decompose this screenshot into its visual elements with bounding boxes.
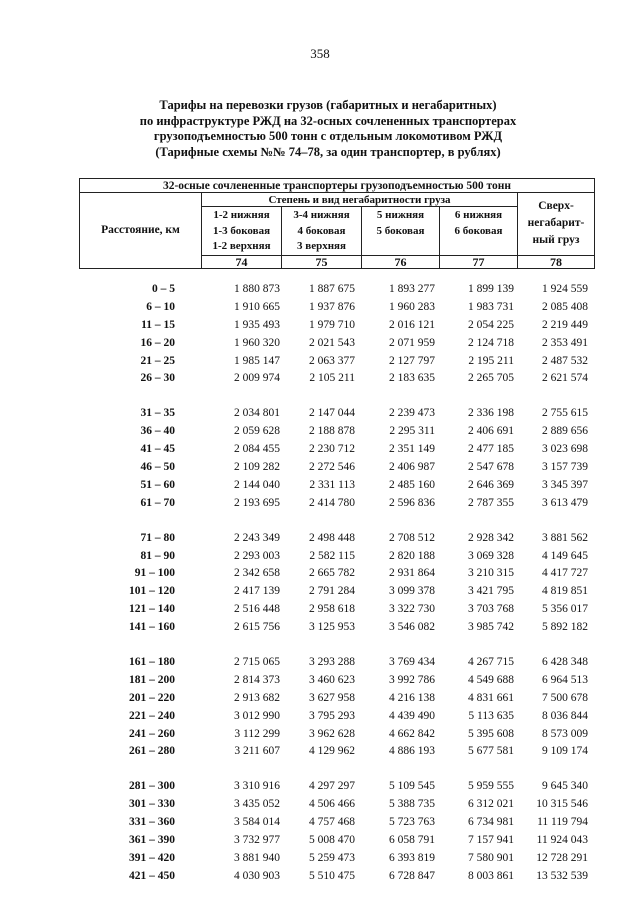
tariff-cell: 2 272 546: [309, 461, 355, 474]
row-group: [0, 780, 640, 887]
page-title: [60, 98, 596, 160]
tariff-cell: 2 239 473: [389, 407, 435, 420]
tariff-cell: 1 899 139: [468, 283, 514, 295]
table-row: [0, 870, 640, 888]
column-header-77: [440, 207, 518, 256]
tariff-cell: 12 728 291: [536, 851, 588, 864]
tariff-cell: 3 584 014: [234, 816, 280, 829]
table-row: [0, 834, 640, 852]
distance-cell: 91 – 100: [134, 567, 175, 580]
tariff-cell: 1 880 873: [234, 283, 280, 295]
tariff-cell: 2 331 113: [309, 478, 355, 491]
table-row: [0, 674, 640, 692]
tariff-cell: 3 421 795: [468, 585, 514, 598]
table-row: [0, 479, 640, 497]
tariff-cell: 2 708 512: [389, 531, 435, 544]
scheme-number: 78: [518, 255, 595, 268]
tariff-cell: 3 962 628: [309, 727, 355, 740]
row-group: [0, 656, 640, 763]
tariff-cell: 3 613 479: [542, 496, 588, 509]
tariff-cell: 2 054 225: [468, 318, 514, 331]
tariff-cell: 3 546 082: [389, 621, 435, 634]
tariff-cell: 4 819 851: [542, 585, 588, 598]
header-line: негабарит-: [527, 217, 585, 230]
tariff-cell: 1 910 665: [234, 300, 280, 313]
tariff-table-header: [79, 178, 595, 269]
tariff-cell: 4 506 466: [309, 798, 355, 811]
tariff-cell: 1 983 731: [468, 300, 514, 313]
tariff-cell: 6 393 819: [389, 851, 435, 864]
oversize-header: [518, 193, 595, 256]
tariff-cell: 2 715 065: [234, 656, 280, 669]
table-row: [0, 532, 640, 550]
tariff-cell: 5 388 735: [389, 798, 435, 811]
tariff-cell: 3 435 052: [234, 798, 280, 811]
distance-cell: 261 – 280: [129, 745, 175, 758]
distance-cell: 141 – 160: [129, 621, 175, 634]
tariff-cell: 3 322 730: [389, 603, 435, 616]
table-row: [0, 816, 640, 834]
tariff-cell: 2 547 678: [468, 461, 514, 474]
tariff-cell: 2 814 373: [234, 673, 280, 686]
tariff-cell: 2 791 284: [309, 585, 355, 598]
tariff-cell: 2 582 115: [309, 549, 355, 562]
distance-cell: 71 – 80: [140, 531, 175, 544]
distance-cell: 221 – 240: [129, 709, 175, 722]
tariff-cell: 3 795 293: [309, 709, 355, 722]
tariff-cell: 5 008 470: [309, 834, 355, 847]
title-line: Тарифы на перевозки грузов (габаритных и негабаритных): [159, 98, 497, 112]
tariff-cell: 2 034 801: [234, 407, 280, 420]
tariff-cell: 2 755 615: [542, 407, 588, 420]
tariff-cell: 2 021 543: [309, 336, 355, 349]
tariff-cell: 2 615 756: [234, 621, 280, 634]
tariff-cell: 2 293 003: [234, 549, 280, 562]
table-row: [0, 852, 640, 870]
tariff-cell: 4 886 193: [389, 745, 435, 758]
tariff-cell: 5 959 555: [468, 780, 514, 793]
table-row: [0, 567, 640, 585]
tariff-cell: 11 119 794: [537, 816, 588, 829]
table-row: [0, 497, 640, 515]
distance-cell: 121 – 140: [129, 603, 175, 616]
tariff-cell: 2 646 369: [468, 478, 514, 491]
tariff-cell: 2 193 695: [234, 496, 280, 509]
distance-cell: 46 – 50: [140, 461, 175, 474]
tariff-cell: 8 003 861: [468, 869, 514, 882]
table-row: [0, 603, 640, 621]
tariff-cell: 4 662 842: [389, 727, 435, 740]
tariff-cell: 1 937 876: [309, 300, 355, 313]
tariff-cell: 2 417 139: [234, 585, 280, 598]
tariff-cell: 5 677 581: [468, 745, 514, 758]
tariff-cell: 4 831 661: [468, 691, 514, 704]
tariff-cell: 2 084 455: [234, 443, 280, 456]
column-header-74: [202, 207, 282, 256]
table-row: [0, 319, 640, 337]
table-row: [0, 621, 640, 639]
tariff-cell: 7 500 678: [542, 691, 588, 704]
tariff-cell: 5 723 763: [389, 816, 435, 829]
distance-cell: 31 – 35: [140, 407, 175, 420]
tariff-cell: 2 498 448: [309, 531, 355, 544]
distance-cell: 391 – 420: [129, 851, 175, 864]
header-line: 5 боковая: [376, 224, 425, 237]
tariff-cell: 3 210 315: [468, 567, 514, 580]
distance-cell: 361 – 390: [129, 834, 175, 847]
tariff-cell: 2 071 959: [389, 336, 435, 349]
row-group: [0, 283, 640, 390]
table-row: [0, 337, 640, 355]
distance-cell: 11 – 15: [141, 318, 175, 331]
tariff-cell: 8 036 844: [542, 709, 588, 722]
row-group: [0, 407, 640, 514]
tariff-cell: 2 230 712: [309, 443, 355, 456]
distance-cell: 201 – 220: [129, 691, 175, 704]
tariff-cell: 1 893 277: [389, 283, 435, 295]
table-row: [0, 798, 640, 816]
table-row: [0, 355, 640, 373]
tariff-cell: 13 532 539: [536, 869, 588, 882]
distance-cell: 331 – 360: [129, 816, 175, 829]
scheme-number: 74: [202, 255, 282, 268]
tariff-cell: 3 881 940: [234, 851, 280, 864]
distance-cell: 51 – 60: [140, 478, 175, 491]
tariff-cell: 2 016 121: [389, 318, 435, 331]
tariff-cell: 2 336 198: [468, 407, 514, 420]
tariff-cell: 3 012 990: [234, 709, 280, 722]
tariff-cell: 1 979 710: [309, 318, 355, 331]
table-row: [0, 283, 640, 301]
distance-cell: 41 – 45: [140, 443, 175, 456]
distance-cell: 61 – 70: [140, 496, 175, 509]
tariff-cell: 3 881 562: [542, 531, 588, 544]
tariff-cell: 3 345 397: [542, 478, 588, 491]
distance-cell: 421 – 450: [129, 869, 175, 882]
tariff-cell: 4 267 715: [468, 656, 514, 669]
scheme-number: 77: [440, 255, 518, 268]
tariff-cell: 2 353 491: [542, 336, 588, 349]
tariff-cell: 2 342 658: [234, 567, 280, 580]
tariff-cell: 2 127 797: [389, 354, 435, 367]
tariff-cell: 3 732 977: [234, 834, 280, 847]
tariff-cell: 3 211 607: [234, 745, 280, 758]
tariff-cell: 9 109 174: [542, 745, 588, 758]
table-row: [0, 585, 640, 603]
tariff-cell: 2 063 377: [309, 354, 355, 367]
tariff-cell: 6 428 348: [542, 656, 588, 669]
tariff-cell: 5 109 545: [389, 780, 435, 793]
page-number: 358: [310, 46, 330, 61]
table-row: [0, 656, 640, 674]
tariff-cell: 3 703 768: [468, 603, 514, 616]
tariff-cell: 3 023 698: [542, 443, 588, 456]
header-line: 3-4 нижняя: [293, 209, 350, 221]
header-line: 4 боковая: [297, 224, 346, 237]
table-row: [0, 461, 640, 479]
table-row: [0, 407, 640, 425]
tariff-cell: 3 293 288: [309, 656, 355, 669]
header-line: 1-2 верхняя: [212, 240, 271, 252]
tariff-cell: 2 351 149: [389, 443, 435, 456]
tariff-cell: 2 147 044: [309, 407, 355, 420]
tariff-cell: 11 924 043: [536, 834, 588, 847]
distance-cell: 36 – 40: [140, 425, 175, 438]
tariff-cell: 2 085 408: [542, 300, 588, 313]
tariff-cell: 3 310 916: [234, 780, 280, 793]
tariff-cell: 2 243 349: [234, 531, 280, 544]
tariff-cell: 3 157 739: [542, 461, 588, 474]
table-row: [0, 692, 640, 710]
tariff-cell: 2 889 656: [542, 425, 588, 438]
header-line: ный груз: [532, 234, 580, 247]
distance-cell: 6 – 10: [146, 300, 175, 313]
table-row: [0, 425, 640, 443]
tariff-cell: 3 460 623: [309, 673, 355, 686]
distance-cell: 161 – 180: [129, 656, 175, 669]
tariff-cell: 2 516 448: [234, 603, 280, 616]
tariff-cell: 2 787 355: [468, 496, 514, 509]
tariff-cell: 2 596 836: [389, 496, 435, 509]
table-row: [0, 301, 640, 319]
distance-cell: 0 – 5: [152, 283, 175, 295]
distance-cell: 101 – 120: [129, 585, 175, 598]
tariff-cell: 5 395 608: [468, 727, 514, 740]
tariff-cell: 1 960 283: [389, 300, 435, 313]
header-line: 6 нижняя: [454, 209, 503, 221]
tariff-cell: 6 734 981: [468, 816, 514, 829]
tariff-cell: 2 958 618: [309, 603, 355, 616]
column-header-75: [282, 207, 362, 256]
tariff-cell: 2 183 635: [389, 372, 435, 385]
distance-cell: 21 – 25: [140, 354, 175, 367]
tariff-cell: 5 510 475: [309, 869, 355, 882]
tariff-cell: 8 573 009: [542, 727, 588, 740]
row-group: [0, 532, 640, 639]
column-header-76: [362, 207, 440, 256]
tariff-cell: 4 030 903: [234, 869, 280, 882]
title-line: по инфраструктуре РЖД на 32-осных сочлененных транспортерах: [139, 113, 517, 128]
tariff-cell: 1 924 559: [542, 283, 588, 295]
tariff-cell: 2 109 282: [234, 461, 280, 474]
tariff-cell: 4 417 727: [542, 567, 588, 580]
tariff-cell: 6 728 847: [389, 869, 435, 882]
tariff-cell: 2 477 185: [468, 443, 514, 456]
distance-cell: 16 – 20: [140, 336, 175, 349]
tariff-cell: 2 219 449: [542, 318, 588, 331]
tariff-cell: 2 195 211: [468, 354, 514, 367]
header-line: Сверх-: [538, 200, 574, 213]
tariff-cell: 2 485 160: [389, 478, 435, 491]
tariff-cell: 2 820 188: [389, 549, 435, 562]
tariff-cell: 3 069 328: [468, 549, 514, 562]
distance-cell: 241 – 260: [129, 727, 175, 740]
header-line: 1-2 нижняя: [213, 209, 270, 221]
distance-cell: 281 – 300: [129, 780, 175, 793]
tariff-cell: 4 129 962: [309, 745, 355, 758]
tariff-cell: 5 259 473: [309, 851, 355, 864]
title-line: (Тарифные схемы №№ 74–78, за один транспортер, в рублях): [155, 144, 501, 159]
tariff-cell: 2 059 628: [234, 425, 280, 438]
header-line: 5 нижняя: [376, 209, 425, 221]
table-row: [0, 710, 640, 728]
tariff-cell: 2 487 532: [542, 354, 588, 367]
distance-cell: 26 – 30: [140, 372, 175, 385]
tariff-cell: 1 935 493: [234, 318, 280, 331]
title-line: грузоподъемностью 500 тонн с отдельным локомотивом РЖД: [153, 129, 503, 143]
tariff-cell: 4 216 138: [389, 691, 435, 704]
tariff-cell: 10 315 546: [536, 798, 588, 811]
degree-header: Степень и вид негабаритности груза: [202, 193, 518, 207]
tariff-cell: 2 265 705: [468, 372, 514, 385]
tariff-cell: 6 964 513: [542, 673, 588, 686]
tariff-cell: 4 297 297: [309, 780, 355, 793]
distance-header: Расстояние, км: [80, 193, 202, 269]
header-line: 1-3 боковая: [212, 224, 271, 237]
scheme-number: 76: [362, 255, 440, 268]
tariff-cell: 3 985 742: [468, 621, 514, 634]
tariff-cell: 2 928 342: [468, 531, 514, 544]
tariff-cell: 2 665 782: [309, 567, 355, 580]
header-line: 3 верхняя: [297, 240, 346, 252]
tariff-cell: 5 113 635: [468, 709, 514, 722]
tariff-cell: 7 157 941: [468, 834, 514, 847]
tariff-cell: 9 645 340: [542, 780, 588, 793]
tariff-cell: 4 549 688: [468, 673, 514, 686]
tariff-cell: 2 913 682: [234, 691, 280, 704]
distance-cell: 301 – 330: [129, 798, 175, 811]
tariff-cell: 2 188 878: [309, 425, 355, 438]
table-row: [0, 372, 640, 390]
tariff-cell: 1 985 147: [234, 354, 280, 367]
tariff-cell: 3 099 378: [389, 585, 435, 598]
tariff-cell: 4 149 645: [542, 549, 588, 562]
table-row: [0, 443, 640, 461]
table-main-header: 32-осные сочлененные транспортеры грузоподъемностью 500 тонн: [80, 179, 595, 193]
table-row: [0, 728, 640, 746]
scheme-number: 75: [282, 255, 362, 268]
table-row: [0, 780, 640, 798]
tariff-cell: 5 892 182: [542, 621, 588, 634]
table-row: [0, 745, 640, 763]
tariff-cell: 1 887 675: [309, 283, 355, 295]
tariff-cell: 3 627 958: [309, 691, 355, 704]
tariff-cell: 4 439 490: [389, 709, 435, 722]
tariff-cell: 2 144 040: [234, 478, 280, 491]
tariff-cell: 2 414 780: [309, 496, 355, 509]
tariff-cell: 2 295 311: [389, 425, 435, 438]
tariff-table-body: [0, 283, 640, 905]
table-row: [0, 550, 640, 568]
tariff-cell: 2 406 987: [389, 461, 435, 474]
tariff-cell: 4 757 468: [309, 816, 355, 829]
tariff-cell: 1 960 320: [234, 336, 280, 349]
tariff-cell: 7 580 901: [468, 851, 514, 864]
tariff-cell: 6 058 791: [389, 834, 435, 847]
tariff-cell: 3 125 953: [309, 621, 355, 634]
tariff-cell: 2 406 691: [468, 425, 514, 438]
tariff-cell: 5 356 017: [542, 603, 588, 616]
tariff-cell: 2 931 864: [389, 567, 435, 580]
tariff-cell: 3 769 434: [389, 656, 435, 669]
header-line: 6 боковая: [454, 224, 503, 237]
tariff-cell: 6 312 021: [468, 798, 514, 811]
tariff-cell: 3 112 299: [234, 727, 280, 740]
tariff-cell: 2 105 211: [309, 372, 355, 385]
tariff-cell: 3 992 786: [389, 673, 435, 686]
distance-cell: 81 – 90: [140, 549, 175, 562]
tariff-cell: 2 009 974: [234, 372, 280, 385]
tariff-cell: 2 621 574: [542, 372, 588, 385]
distance-cell: 181 – 200: [129, 673, 175, 686]
tariff-cell: 2 124 718: [468, 336, 514, 349]
